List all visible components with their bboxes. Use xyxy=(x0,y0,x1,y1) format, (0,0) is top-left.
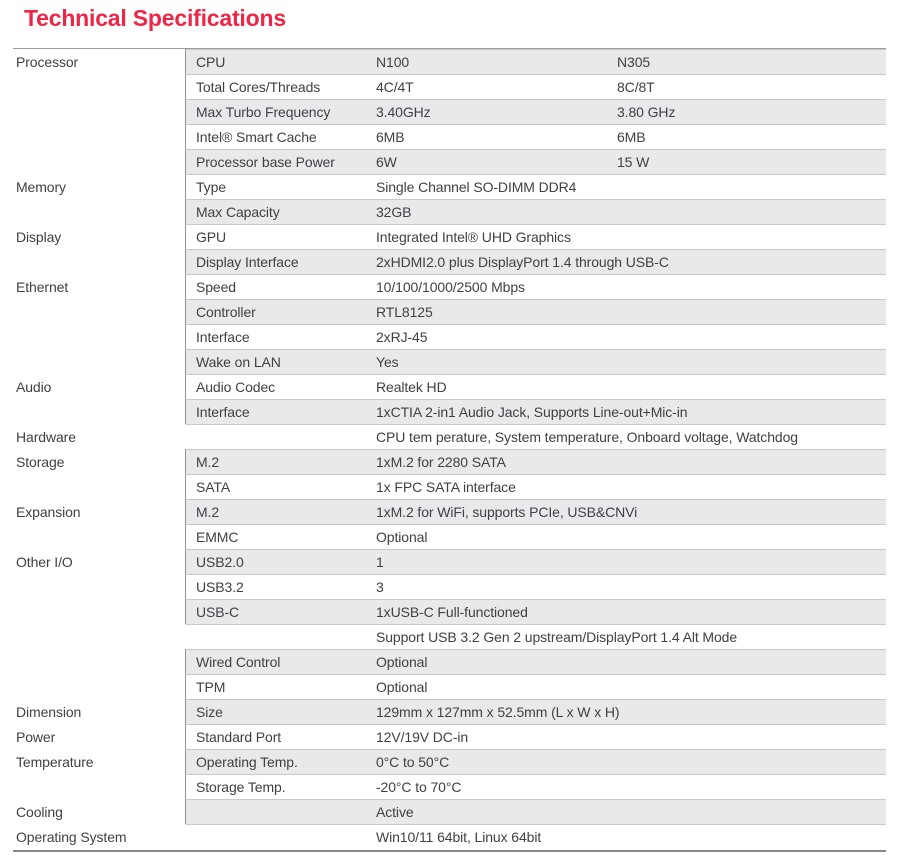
row-label: EMMC xyxy=(196,529,239,545)
row-cells xyxy=(185,249,886,274)
row-category xyxy=(13,599,185,624)
row-label: Size xyxy=(196,704,223,720)
row-label: USB3.2 xyxy=(196,579,244,595)
row-category xyxy=(13,99,185,124)
row-category: Storage xyxy=(16,453,65,470)
row-value: Single Channel SO-DIMM DDR4 xyxy=(376,179,577,195)
row-label: Audio Codec xyxy=(196,379,276,395)
table-row xyxy=(13,124,886,149)
row-value: RTL8125 xyxy=(376,304,433,320)
row-category xyxy=(13,574,185,599)
row-cells xyxy=(185,374,886,399)
table-row xyxy=(13,574,886,599)
row-label: Speed xyxy=(196,279,236,295)
row-category: Temperature xyxy=(16,753,94,770)
row-cells xyxy=(185,299,886,324)
table-row xyxy=(13,49,886,74)
row-cells xyxy=(185,224,886,249)
row-value: 1xCTIA 2-in1 Audio Jack, Supports Line-out+Mic-in xyxy=(376,404,688,420)
row-value: 129mm x 127mm x 52.5mm (L x W x H) xyxy=(376,704,620,720)
row-value: 1xM.2 for 2280 SATA xyxy=(376,454,506,470)
row-category: Cooling xyxy=(16,803,63,820)
row-value: 1xM.2 for WiFi, supports PCIe, USB&CNVi xyxy=(376,504,638,520)
row-label: CPU xyxy=(196,54,226,70)
row-category: Ethernet xyxy=(16,278,69,295)
table-row xyxy=(13,424,886,449)
table-row xyxy=(13,249,886,274)
row-value: Active xyxy=(376,804,414,820)
table-row xyxy=(13,674,886,699)
row-value: Integrated Intel® UHD Graphics xyxy=(376,229,571,245)
table-row xyxy=(13,324,886,349)
row-category xyxy=(13,474,185,499)
table-row xyxy=(13,449,886,474)
row-value: -20°C to 70°C xyxy=(376,779,462,795)
row-label: Wired Control xyxy=(196,654,281,670)
row-category xyxy=(13,74,185,99)
row-category: Power xyxy=(16,728,56,745)
row-value: 3 xyxy=(376,579,384,595)
row-cells xyxy=(185,149,886,174)
table-row xyxy=(13,824,886,849)
table-row xyxy=(13,349,886,374)
row-label: M.2 xyxy=(196,454,220,470)
row-category: Memory xyxy=(16,178,66,195)
row-cells xyxy=(185,599,886,624)
row-category: Audio xyxy=(16,378,52,395)
row-label: Intel® Smart Cache xyxy=(196,129,317,145)
table-bottom-rule xyxy=(13,850,886,852)
row-category xyxy=(13,299,185,324)
row-cells xyxy=(185,499,886,524)
row-category: Other I/O xyxy=(16,553,73,570)
row-label: TPM xyxy=(196,679,226,695)
row-category xyxy=(13,249,185,274)
table-row xyxy=(13,649,886,674)
row-value: Optional xyxy=(376,679,428,695)
row-label: Storage Temp. xyxy=(196,779,286,795)
row-cells xyxy=(185,449,886,474)
row-category xyxy=(13,149,185,174)
table-row xyxy=(13,749,886,774)
row-label: Controller xyxy=(196,304,256,320)
table-row xyxy=(13,724,886,749)
page-title: Technical Specifications xyxy=(24,5,286,31)
row-cells xyxy=(185,474,886,499)
table-row xyxy=(13,174,886,199)
row-value: CPU tem perature, System temperature, Onboard voltage, Watchdog xyxy=(376,429,798,445)
row-cells xyxy=(185,74,886,99)
row-value: 3.40GHz xyxy=(376,104,431,120)
table-row xyxy=(13,799,886,824)
row-cells xyxy=(185,399,886,424)
row-label: M.2 xyxy=(196,504,220,520)
table-row xyxy=(13,499,886,524)
row-value: N100 xyxy=(376,54,410,70)
table-row xyxy=(13,599,886,624)
table-row xyxy=(13,374,886,399)
row-value2: 6MB xyxy=(617,129,646,145)
row-label: Operating Temp. xyxy=(196,754,298,770)
row-category xyxy=(13,524,185,549)
row-value2: 15 W xyxy=(617,154,650,170)
row-value: 2xHDMI2.0 plus DisplayPort 1.4 through USB-C xyxy=(376,254,669,270)
row-value: 6MB xyxy=(376,129,405,145)
row-label: Interface xyxy=(196,404,250,420)
table-row xyxy=(13,399,886,424)
row-value: Support USB 3.2 Gen 2 upstream/DisplayPort 1.4 Alt Mode xyxy=(376,629,738,645)
row-cells xyxy=(185,724,886,749)
table-row xyxy=(13,774,886,799)
row-cells xyxy=(185,174,886,199)
table-row xyxy=(13,274,886,299)
table-row xyxy=(13,549,886,574)
row-cells xyxy=(185,274,886,299)
row-value: Optional xyxy=(376,529,428,545)
row-value2: 8C/8T xyxy=(617,79,655,95)
row-category xyxy=(13,199,185,224)
row-value: 32GB xyxy=(376,204,412,220)
row-value2: N305 xyxy=(617,54,651,70)
row-label: GPU xyxy=(196,229,227,245)
row-cells xyxy=(185,524,886,549)
row-label: Standard Port xyxy=(196,729,282,745)
row-value: Realtek HD xyxy=(376,379,447,395)
row-cells xyxy=(185,199,886,224)
row-value2: 3.80 GHz xyxy=(617,104,676,120)
row-label: Type xyxy=(196,179,226,195)
row-category xyxy=(13,774,185,799)
row-label: Total Cores/Threads xyxy=(196,79,321,95)
row-label: Max Turbo Frequency xyxy=(196,104,331,120)
table-row xyxy=(13,149,886,174)
row-category xyxy=(13,124,185,149)
row-value: 6W xyxy=(376,154,397,170)
row-value: 4C/4T xyxy=(376,79,414,95)
row-category: Hardware xyxy=(16,428,76,445)
row-category xyxy=(13,399,185,424)
row-category: Display xyxy=(16,228,62,245)
row-cells xyxy=(185,799,886,824)
row-value: Optional xyxy=(376,654,428,670)
row-cells xyxy=(185,99,886,124)
row-cells xyxy=(185,124,886,149)
row-category xyxy=(13,349,185,374)
row-category: Processor xyxy=(16,53,79,70)
table-row xyxy=(13,199,886,224)
row-category xyxy=(13,674,185,699)
row-value: 10/100/1000/2500 Mbps xyxy=(376,279,525,295)
table-row xyxy=(13,474,886,499)
row-cells xyxy=(185,699,886,724)
row-cells xyxy=(185,349,886,374)
row-label: Interface xyxy=(196,329,250,345)
spec-table xyxy=(13,48,886,849)
row-label: Wake on LAN xyxy=(196,354,281,370)
row-label: Display Interface xyxy=(196,254,299,270)
row-label: SATA xyxy=(196,479,231,495)
row-category: Expansion xyxy=(16,503,81,520)
row-category: Operating System xyxy=(16,828,127,845)
row-category xyxy=(13,649,185,674)
table-row xyxy=(13,524,886,549)
row-category: Dimension xyxy=(16,703,82,720)
row-value: 12V/19V DC-in xyxy=(376,729,469,745)
row-value: 1xUSB-C Full-functioned xyxy=(376,604,528,620)
table-row xyxy=(13,624,886,649)
row-cells xyxy=(185,774,886,799)
row-category xyxy=(13,624,185,649)
row-label: USB2.0 xyxy=(196,554,244,570)
row-cells xyxy=(185,549,886,574)
row-cells xyxy=(185,649,886,674)
table-row xyxy=(13,299,886,324)
row-cells xyxy=(185,49,886,74)
row-value: Yes xyxy=(376,354,399,370)
row-value: Win10/11 64bit, Linux 64bit xyxy=(376,829,542,845)
table-row xyxy=(13,224,886,249)
row-cells xyxy=(185,674,886,699)
table-row xyxy=(13,74,886,99)
row-value: 2xRJ-45 xyxy=(376,329,428,345)
row-label: Processor base Power xyxy=(196,154,335,170)
row-label: USB-C xyxy=(196,604,240,620)
row-value: 0°C to 50°C xyxy=(376,754,450,770)
row-value: 1 xyxy=(376,554,384,570)
row-category xyxy=(13,324,185,349)
row-cells xyxy=(185,824,886,849)
row-cells xyxy=(185,574,886,599)
row-label: Max Capacity xyxy=(196,204,280,220)
row-cells xyxy=(185,324,886,349)
table-row xyxy=(13,99,886,124)
row-cells xyxy=(185,624,886,649)
table-row xyxy=(13,699,886,724)
row-cells xyxy=(185,749,886,774)
row-value: 1x FPC SATA interface xyxy=(376,479,516,495)
row-cells xyxy=(185,424,886,449)
